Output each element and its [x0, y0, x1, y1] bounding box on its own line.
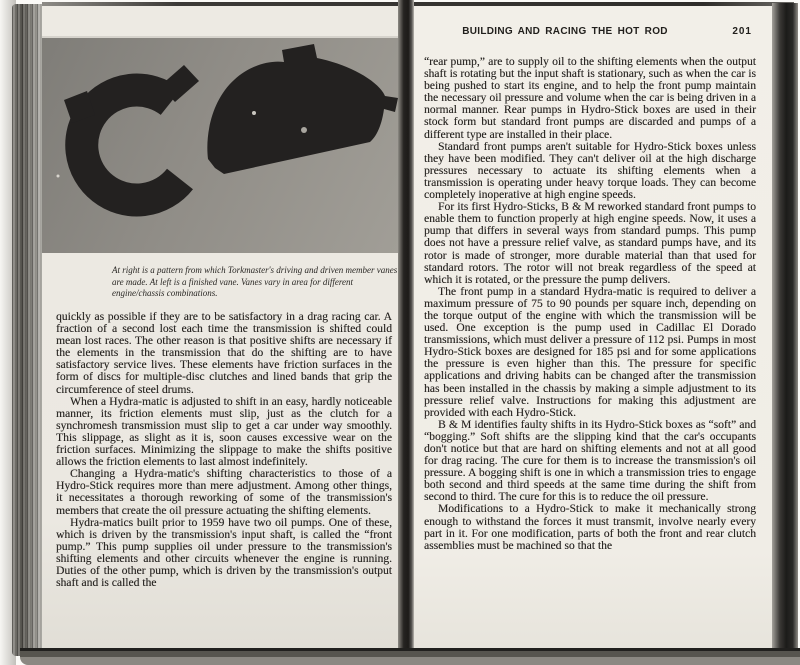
paragraph: Hydra-matics built prior to 1959 have two oil pumps. One of these, which is driven by the transmission's input shaft, is called the “front pump.” This pump supplies oil under pressure to the transmission's shifting elements and other circuits whenever the engine is running. Duties of the other pump, which is driven by the transmission's output shaft and is called the [56, 515, 392, 590]
vane-photo-shapes [42, 38, 398, 251]
paragraph: Changing a Hydra-matic's shifting characteristics to those of a Hydro-Stick requires more than mere adjustment. Among other things, it necessitates a thorough reworking of some of the transmission's members that create the oil pressure actuating the shifting elements. [56, 467, 392, 517]
right-page [414, 6, 772, 648]
book-bottom-edge [20, 648, 800, 665]
gutter-shadow [398, 0, 414, 650]
photo-caption: At right is a pattern from which Torkmaster's driving and driven member vanes are made. At left is a finished vane. Vanes vary in area for different engine/chassis combinations. [112, 265, 398, 298]
book-page-stack-edge [12, 4, 42, 656]
finished-vane-icon [64, 65, 199, 200]
running-header-title: BUILDING AND RACING THE HOT ROD [462, 26, 668, 37]
paragraph: For its first Hydro-Sticks, B & M reworked standard front pumps to enable them to function properly at high engine speeds. Now, it uses a pump that differs in several ways from standard pumps. This pump does not have a pressure relief valve, as standard pumps have, and its rotor is made of stronger, more durable material than that used for standard rotors. The rotor will not break regardless of the speed at which it is rotated, or the pressure the pump delivers. [424, 200, 756, 286]
paragraph: Standard front pumps aren't suitable for Hydro-Stick boxes unless they have been modified. They can't deliver oil at the high discharge pressures necessary to actuate its shifting elements when a transmission is operating under heavy torque loads. They can become completely inoperative at high engine speeds. [424, 139, 756, 202]
right-page-text [424, 56, 756, 552]
paragraph: B & M identifies faulty shifts in its Hydro-Stick boxes as “soft” and “bogging.” Soft shifts are the slipping kind that the car's occupants don't notice but that are hard on shifting elements and not at all good for drag racing. The cure for them is to increase the transmission's oil pressure. A bogging shift is one in which a transmission tries to engage both second and third speeds at the same time during the shift from second to third. The cure for this is to reduce the oil pressure. [424, 417, 756, 504]
photo-speck [301, 127, 307, 133]
paragraph: quickly as possible if they are to be satisfactory in a drag racing car. A fraction of a second lost each time the transmission is shifted could mean lost races. The other reason is that positive shifts are necessary if the elements in the transmission that do the shifting are to have satisfactory service lives. These elements have friction surfaces in the form of discs for multiple-disc clutches and lined bands that grip the circumference of steel drums. [56, 310, 392, 396]
photo-speck [252, 111, 256, 115]
paragraph: When a Hydra-matic is adjusted to shift in an easy, hardly noticeable manner, its friction elements must slip, just as the clutch for a synchromesh transmission must slip to get a car under way smoothly. This slippage, as slight as it is, soon causes excessive wear on the friction surfaces. Minimizing the slippage to make the shifts positive allows the friction elements to last almost indefinitely. [56, 394, 392, 469]
page-number: 201 [732, 26, 752, 37]
paragraph: Modifications to a Hydro-Stick to make it mechanically strong enough to withstand the forces it must transmit, involve nearly every part in it. For one modification, parts of both the front and rear clutch assemblies must be machined so that the [424, 502, 756, 552]
photo-speck [57, 175, 60, 178]
vane-photo [42, 36, 398, 253]
left-page [42, 6, 398, 648]
running-header [424, 26, 766, 37]
paragraph: The front pump in a standard Hydra-matic is required to deliver a maximum pressure of 75 to 90 pounds per square inch, depending on the torque output of the engine with which the transmission will be used. One exception is the pump used in Cadillac El Dorado transmissions, which must deliver a pressure of 112 psi. Pumps in most Hydro-Stick boxes are designed for 185 psi and for some applications the pressure is even higher than this. The pressure for specific applications and driving habits can be changed after the transmission has been installed in the chassis by making a simple adjustment to its pressure relief valve. Instructions for making this adjustment are provided with each Hydro-Stick. [424, 284, 756, 419]
left-page-text [56, 311, 392, 589]
paragraph: “rear pump,” are to supply oil to the shifting elements when the output shaft is rotating but the input shaft is stationary, such as when the car is being pushed to start its engine, and to help the front pump maintain the necessary oil pressure and volume when the car is being driven in a normal manner. Rear pumps in Hydro-Stick boxes are used in their stock form but standard front pumps are discarded and pumps of a different type are installed in their place. [424, 55, 756, 141]
book-right-edge [772, 3, 798, 653]
